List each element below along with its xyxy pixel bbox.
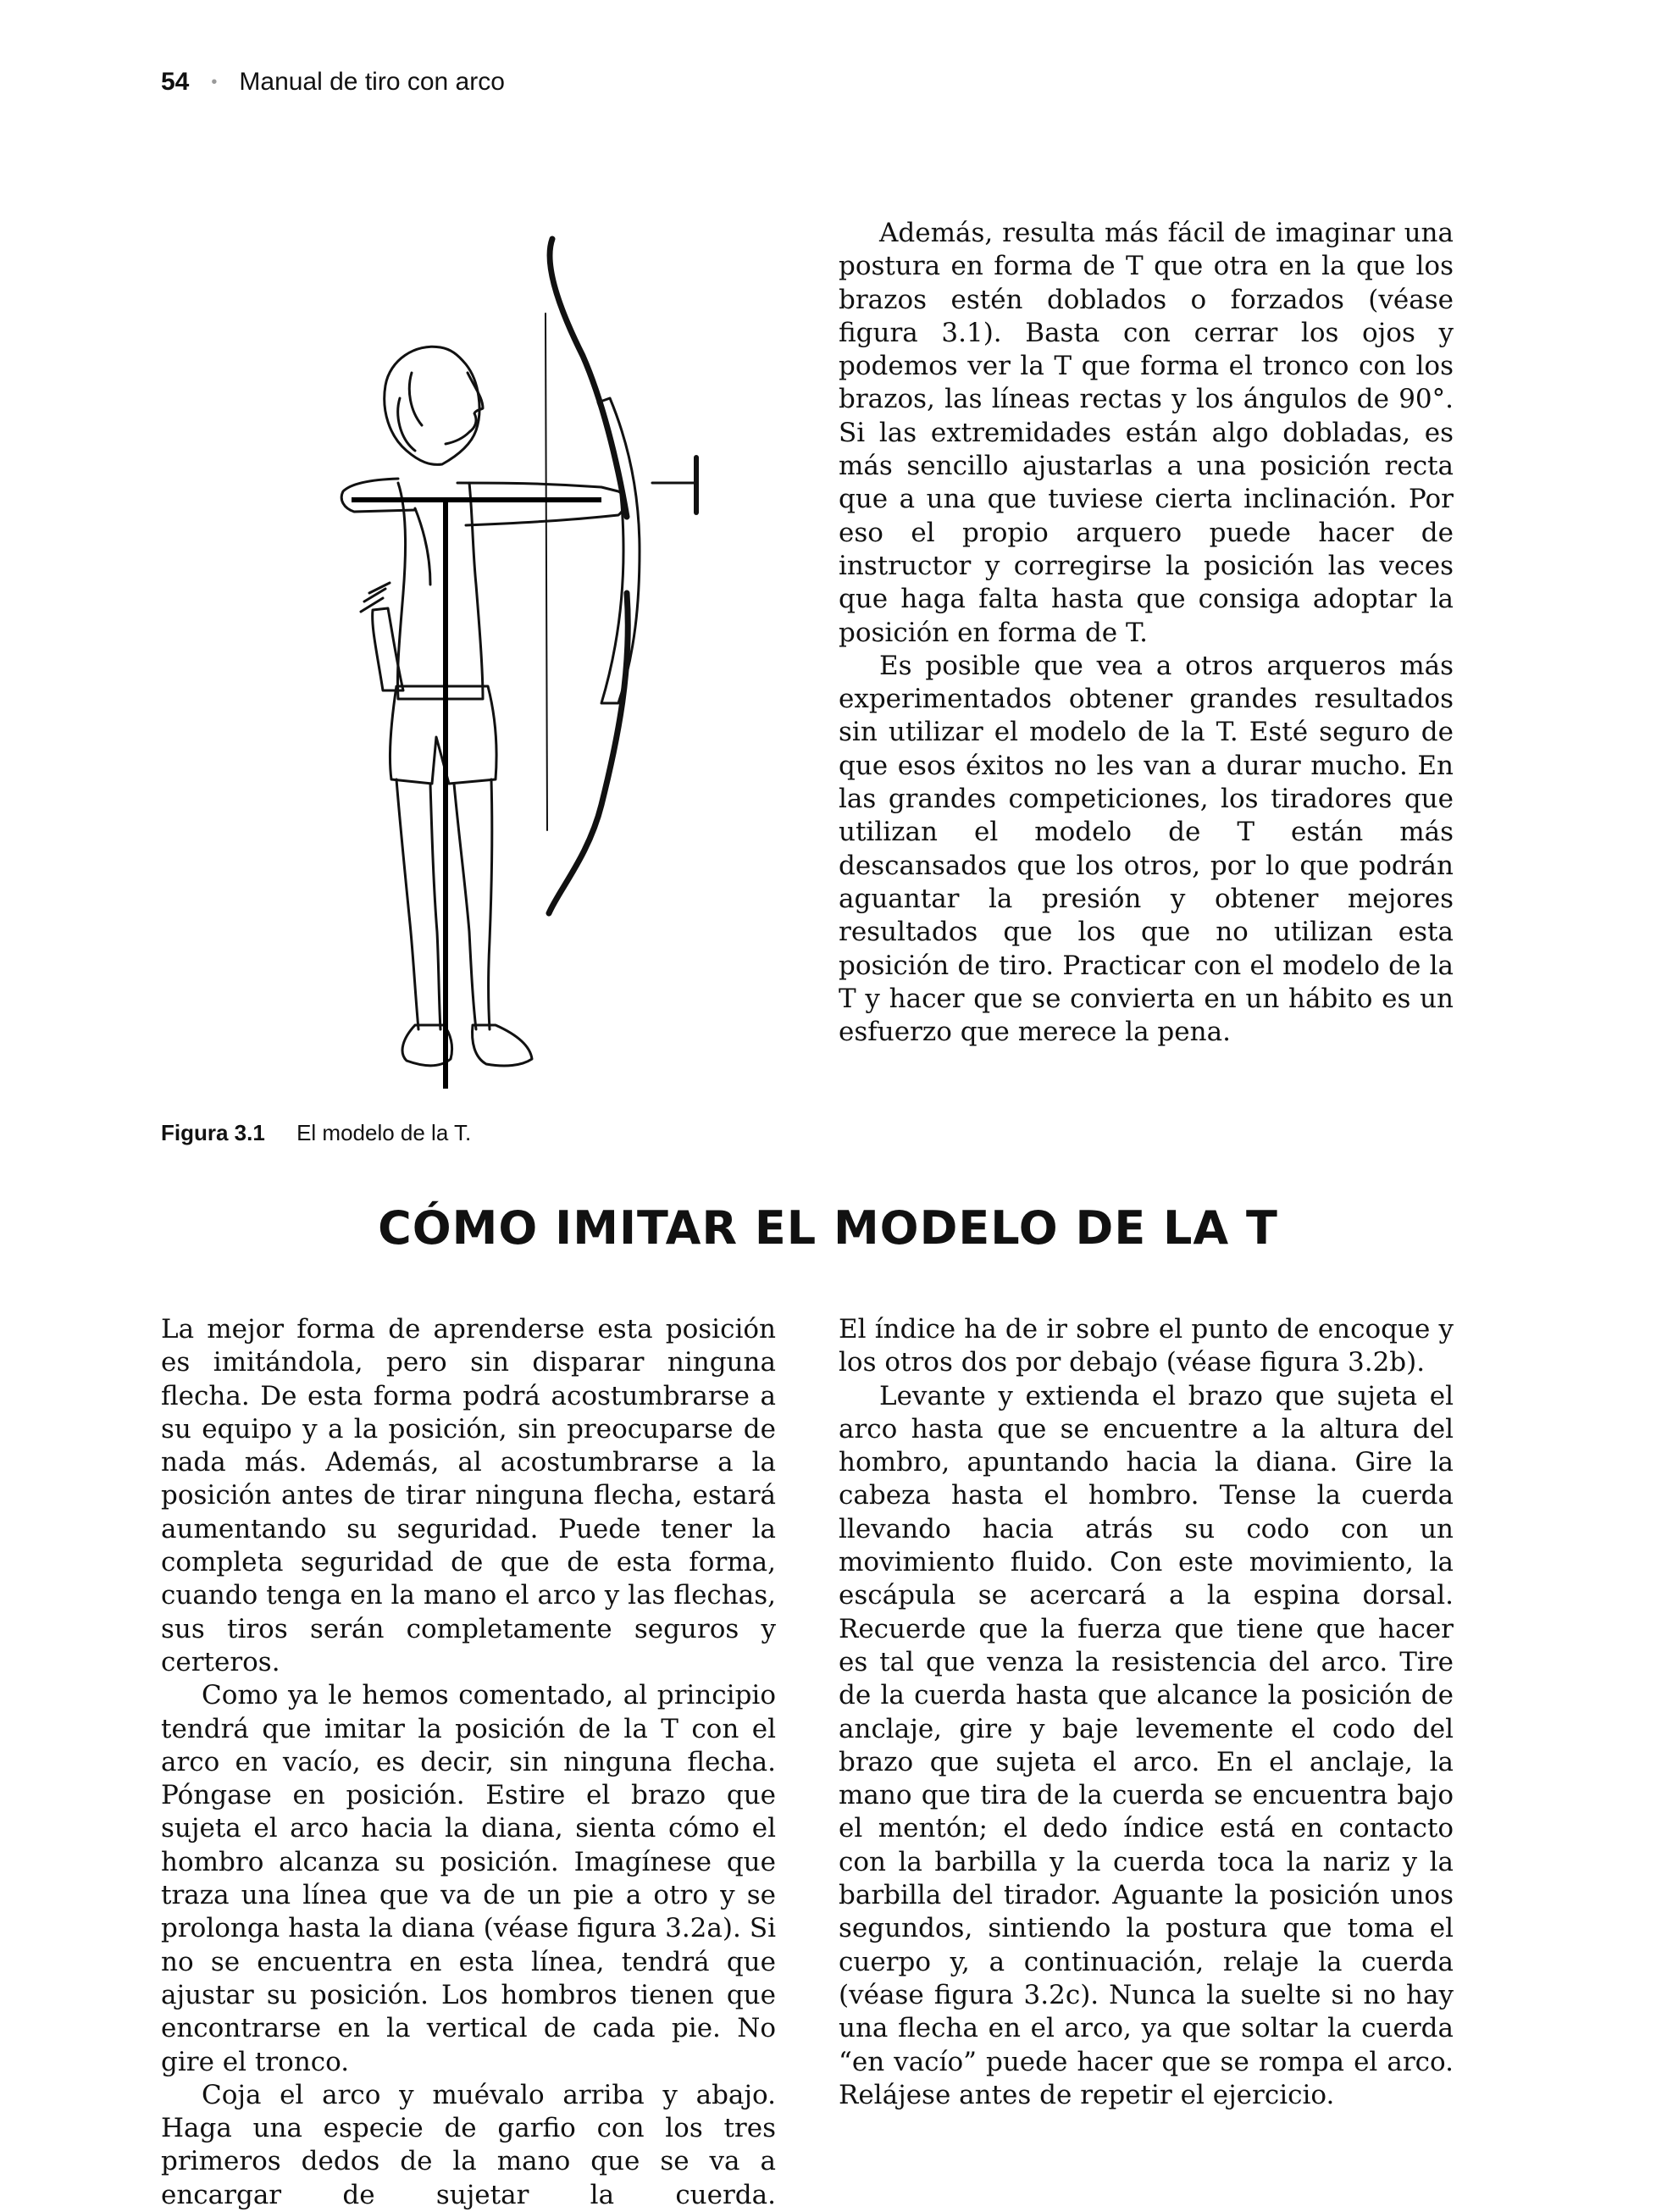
section-heading: CÓMO IMITAR EL MODELO DE LA T xyxy=(378,1201,1278,1255)
paragraph: Además, resulta más fácil de imaginar una postura en forma de T que otra en la que los brazos estén doblados o forzados (véase figura 3.1). Basta con cerrar los ojos y podemos ver la T que forma el tronco con los brazos, las líneas rectas y los ángulos de 90°. Si las extremidades están algo dobladas, es más sencillo ajustarlas a una posición recta que a una que tuviese cierta inclinación. Por eso el propio arquero puede hacer de instructor y corregirse la posición las veces que haga falta hasta que consiga adoptar la posición en forma de T. xyxy=(839,218,1454,648)
paragraph: Levante y extienda el brazo que sujeta el arco hasta que se encuentre a la altura del hombro, apuntando hacia la diana. Gire la cabeza hasta el hombro. Tense la cuerda llevando hacia atrás su codo con un movimiento fluido. Con este movimiento, la escápula se acercará a la espina dorsal. Recuerde que la fuerza que tiene que hacer es tal que venza la resistencia del arco. Tire de la cuerda hasta que alcance la posición de anclaje, gire y baje levemente el codo del brazo que sujeta el arco. En el anclaje, la mano que tira de la cuerda se encuentra bajo el mentón; el dedo índice está en contacto con la barbilla y la cuerda toca la nariz y la barbilla del tirador. Aguante la posición unos segundos, sintiendo la postura que toma el cuerpo y, a continuación, relaje la cuerda (véase figura 3.2c). Nunca la suelte si no hay una flecha en el arco, ya que soltar la cuerda “en vacío” puede hacer que se rompa el arco. Relájese antes de repetir el ejercicio. xyxy=(839,1380,1454,2110)
book-title: Manual de tiro con arco xyxy=(239,68,505,96)
archer-left-leg xyxy=(396,779,418,1029)
figure-caption xyxy=(161,1120,471,1146)
running-header xyxy=(161,68,505,97)
bow-upper-limb xyxy=(550,239,627,517)
paragraph: Como ya le hemos comentado, al principio tendrá que imitar la posición de la T con el arco en vacío, es decir, sin ninguna flecha. Póngase en posición. Estire el brazo que sujeta el arco hacia la diana, sienta cómo el hombro alcanza su posición. Imagínese que traza una línea que va de un pie a otro y se prolonga hasta la diana (véase figura 3.2a). Si no se encuentra en esta línea, tendrá que ajustar su posición. Los hombros tienen que encontrarse en la vertical de cada pie. No gire el tronco. xyxy=(161,1680,776,2077)
archer-t-model-illustration xyxy=(203,229,745,1110)
right-text-column xyxy=(839,1313,1454,2112)
archer-face xyxy=(446,373,483,444)
archer-right-shoe xyxy=(473,1025,532,1066)
archer-bow-arm xyxy=(457,483,625,525)
page-number: 54 xyxy=(161,68,190,96)
figure-label: Figura 3.1 xyxy=(161,1120,265,1145)
bow-string xyxy=(546,313,547,830)
top-right-text-column xyxy=(839,217,1454,1049)
figure-caption-text: El modelo de la T. xyxy=(296,1120,472,1145)
paragraph: La mejor forma de aprenderse esta posición es imitándola, pero sin disparar ninguna flecha. De esta forma podrá acostumbrarse a su equipo y a la posición, sin preocuparse de nada más. Además, al acostumbrarse a la posición antes de tirar ninguna flecha, estará aumentando su seguridad. Puede tener la completa seguridad de que de esta forma, cuando tenga en la mano el arco y las flechas, sus tiros serán completamente seguros y certeros. xyxy=(161,1314,776,1677)
left-text-column xyxy=(161,1313,776,2212)
header-bullet: • xyxy=(211,72,218,91)
paragraph: Coja el arco y muévalo arriba y abajo. Haga una especie de garfio con los tres primeros dedos de la mano que se va a encargar de sujetar la cuerda. xyxy=(161,2079,776,2210)
bow-riser xyxy=(598,398,640,703)
archer-torso xyxy=(397,483,483,699)
paragraph: El índice ha de ir sobre el punto de encoque y los otros dos por debajo (véase figura 3.2b). xyxy=(839,1314,1454,1378)
archer-right-leg xyxy=(454,784,476,1029)
paragraph: Es posible que vea a otros arqueros más experimentados obtener grandes resultados sin utilizar el modelo de la T. Esté seguro de que esos éxitos no les van a durar mucho. En las grandes competiciones, los tiradores que utilizan el modelo de T están más descansados que los otros, por lo que podrán aguantar la presión y obtener mejores resultados que los que no utilizan esta posición de tiro. Practicar con el modelo de la T y hacer que se convierta en un hábito es un esfuerzo que merece la pena. xyxy=(839,650,1454,1048)
